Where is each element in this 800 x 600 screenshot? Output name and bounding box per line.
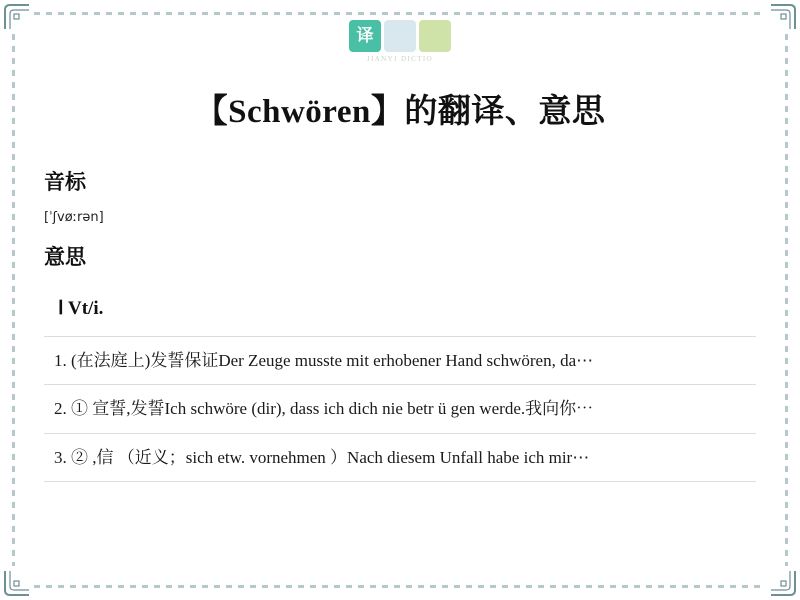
part-of-speech-label: Ⅰ Vt/i. <box>58 298 104 319</box>
logo-block-1: 译 <box>349 20 381 52</box>
list-item[interactable]: 3. ② ,信 （近义；sich etw. vornehmen ）Nach diesem Unfall habe ich mir⋯ <box>44 434 756 482</box>
border-edge-bottom <box>34 585 766 588</box>
site-logo[interactable] <box>44 20 756 63</box>
meaning-heading: 意思 <box>44 246 86 269</box>
page-title: 【Schwören】的翻译、意思 <box>194 94 606 130</box>
logo-blocks <box>349 20 451 52</box>
definition-list <box>44 336 756 482</box>
logo-subtitle: JIANYI DICTIO <box>366 55 434 63</box>
corner-ornament-bottom-right <box>770 570 796 596</box>
page-content <box>44 18 756 578</box>
border-edge-right <box>785 34 788 566</box>
list-item[interactable]: 1. (在法庭上)发誓保证Der Zeuge musste mit erhobener Hand schwören, da⋯ <box>44 337 756 385</box>
border-edge-top <box>34 12 766 15</box>
logo-block-3 <box>419 20 451 52</box>
phonetic-value: [ˈʃvøːrən] <box>44 210 104 225</box>
corner-ornament-bottom-left <box>4 570 30 596</box>
phonetic-heading: 音标 <box>44 171 86 194</box>
logo-block-2 <box>384 20 416 52</box>
corner-ornament-top-right <box>770 4 796 30</box>
corner-ornament-top-left <box>4 4 30 30</box>
border-edge-left <box>12 34 15 566</box>
list-item[interactable]: 2. ① 宣誓,发誓Ich schwöre (dir), dass ich dich nie betr ü gen werde.我向你⋯ <box>44 385 756 433</box>
